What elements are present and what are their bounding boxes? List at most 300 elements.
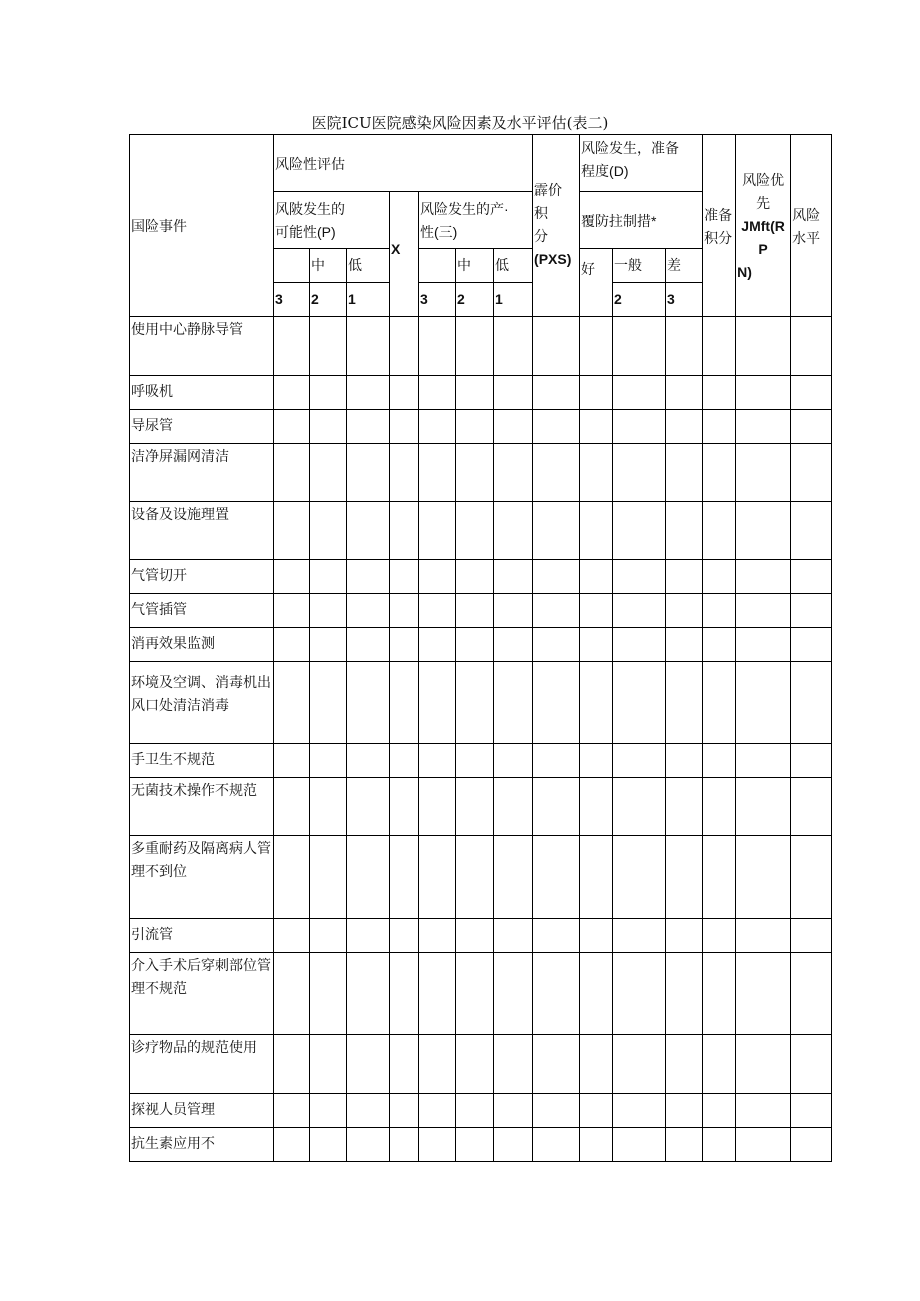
empty-cell bbox=[347, 628, 390, 662]
empty-cell bbox=[419, 778, 456, 836]
empty-cell bbox=[666, 502, 703, 560]
empty-cell bbox=[494, 376, 533, 410]
table-row bbox=[130, 444, 832, 502]
empty-cell bbox=[456, 628, 494, 662]
empty-cell bbox=[533, 317, 580, 376]
empty-cell bbox=[347, 594, 390, 628]
empty-cell bbox=[613, 410, 666, 444]
header-event: 国险事件 bbox=[130, 135, 274, 317]
empty-cell bbox=[456, 317, 494, 376]
empty-cell bbox=[274, 744, 310, 778]
header-risk-assessment: 风险性评估 bbox=[274, 135, 533, 192]
event-cell: 介入手术后穿刺部位管理不规范 bbox=[130, 953, 274, 1035]
empty-cell bbox=[613, 778, 666, 836]
empty-cell bbox=[347, 778, 390, 836]
empty-cell bbox=[456, 594, 494, 628]
header-probability: 风陂发生的 可能性(P) bbox=[274, 192, 390, 249]
empty-cell bbox=[419, 502, 456, 560]
empty-cell bbox=[456, 560, 494, 594]
table-row bbox=[130, 744, 832, 778]
empty-cell bbox=[791, 1094, 832, 1128]
empty-cell bbox=[703, 919, 736, 953]
empty-cell bbox=[580, 410, 613, 444]
empty-cell bbox=[791, 1128, 832, 1162]
prep-score-2: 2 bbox=[613, 283, 666, 317]
table-row bbox=[130, 317, 832, 376]
event-cell: 呼吸机 bbox=[130, 376, 274, 410]
empty-cell bbox=[456, 376, 494, 410]
empty-cell bbox=[666, 744, 703, 778]
empty-cell bbox=[736, 410, 791, 444]
empty-cell bbox=[274, 953, 310, 1035]
sev-level-low: 低 bbox=[494, 249, 533, 283]
empty-cell bbox=[666, 628, 703, 662]
empty-cell bbox=[580, 919, 613, 953]
empty-cell bbox=[419, 594, 456, 628]
empty-cell bbox=[736, 1128, 791, 1162]
empty-cell bbox=[456, 1094, 494, 1128]
empty-cell bbox=[347, 1094, 390, 1128]
empty-cell bbox=[703, 410, 736, 444]
empty-cell bbox=[580, 1035, 613, 1094]
empty-cell bbox=[666, 1035, 703, 1094]
empty-cell bbox=[666, 778, 703, 836]
empty-cell bbox=[580, 594, 613, 628]
empty-cell bbox=[310, 1094, 347, 1128]
empty-cell bbox=[347, 317, 390, 376]
sev-score-1: 1 bbox=[494, 283, 533, 317]
table-row bbox=[130, 1035, 832, 1094]
empty-cell bbox=[494, 502, 533, 560]
empty-cell bbox=[791, 778, 832, 836]
empty-cell bbox=[419, 1128, 456, 1162]
empty-cell bbox=[390, 1035, 419, 1094]
empty-cell bbox=[736, 594, 791, 628]
table-row bbox=[130, 953, 832, 1035]
event-cell: 消再效果监测 bbox=[130, 628, 274, 662]
empty-cell bbox=[666, 836, 703, 919]
empty-cell bbox=[791, 594, 832, 628]
empty-cell bbox=[736, 317, 791, 376]
empty-cell bbox=[419, 1094, 456, 1128]
empty-cell bbox=[494, 560, 533, 594]
empty-cell bbox=[274, 778, 310, 836]
sev-level-mid: 中 bbox=[456, 249, 494, 283]
empty-cell bbox=[791, 376, 832, 410]
empty-cell bbox=[613, 662, 666, 744]
event-cell: 无菌技术操作不规范 bbox=[130, 778, 274, 836]
empty-cell bbox=[736, 778, 791, 836]
prob-level-mid: 中 bbox=[310, 249, 347, 283]
header-prep-degree: 风险发生，准备 程度(D) bbox=[580, 135, 703, 192]
empty-cell bbox=[390, 594, 419, 628]
empty-cell bbox=[666, 410, 703, 444]
empty-cell bbox=[736, 744, 791, 778]
empty-cell bbox=[580, 560, 613, 594]
empty-cell bbox=[347, 953, 390, 1035]
empty-cell bbox=[533, 502, 580, 560]
empty-cell bbox=[533, 628, 580, 662]
prob-level-high bbox=[274, 249, 310, 283]
empty-cell bbox=[533, 594, 580, 628]
empty-cell bbox=[580, 953, 613, 1035]
empty-cell bbox=[494, 1094, 533, 1128]
empty-cell bbox=[390, 1094, 419, 1128]
empty-cell bbox=[736, 502, 791, 560]
empty-cell bbox=[703, 628, 736, 662]
empty-cell bbox=[347, 1128, 390, 1162]
empty-cell bbox=[533, 1128, 580, 1162]
empty-cell bbox=[274, 502, 310, 560]
event-cell: 手卫生不规范 bbox=[130, 744, 274, 778]
empty-cell bbox=[419, 317, 456, 376]
empty-cell bbox=[494, 778, 533, 836]
empty-cell bbox=[613, 836, 666, 919]
empty-cell bbox=[736, 919, 791, 953]
empty-cell bbox=[419, 376, 456, 410]
event-cell: 抗生素应用不 bbox=[130, 1128, 274, 1162]
empty-cell bbox=[494, 444, 533, 502]
table-row bbox=[130, 1094, 832, 1128]
empty-cell bbox=[666, 1128, 703, 1162]
empty-cell bbox=[310, 410, 347, 444]
empty-cell bbox=[791, 560, 832, 594]
empty-cell bbox=[274, 317, 310, 376]
empty-cell bbox=[347, 560, 390, 594]
table-row bbox=[130, 628, 832, 662]
table-row bbox=[130, 560, 832, 594]
empty-cell bbox=[580, 628, 613, 662]
empty-cell bbox=[274, 919, 310, 953]
empty-cell bbox=[736, 560, 791, 594]
table-row bbox=[130, 594, 832, 628]
empty-cell bbox=[390, 662, 419, 744]
empty-cell bbox=[494, 953, 533, 1035]
empty-cell bbox=[494, 836, 533, 919]
empty-cell bbox=[494, 744, 533, 778]
empty-cell bbox=[390, 778, 419, 836]
empty-cell bbox=[274, 410, 310, 444]
table-row bbox=[130, 376, 832, 410]
empty-cell bbox=[580, 662, 613, 744]
prep-level-good: 好 bbox=[580, 249, 613, 317]
empty-cell bbox=[613, 919, 666, 953]
empty-cell bbox=[736, 836, 791, 919]
event-cell: 多重耐药及隔离病人管理不到位 bbox=[130, 836, 274, 919]
empty-cell bbox=[580, 1094, 613, 1128]
event-cell: 气管插管 bbox=[130, 594, 274, 628]
empty-cell bbox=[613, 953, 666, 1035]
empty-cell bbox=[274, 1035, 310, 1094]
empty-cell bbox=[666, 662, 703, 744]
event-cell: 导尿管 bbox=[130, 410, 274, 444]
empty-cell bbox=[580, 444, 613, 502]
empty-cell bbox=[310, 1128, 347, 1162]
header-times: X bbox=[390, 192, 419, 317]
table-row bbox=[130, 836, 832, 919]
event-cell: 探视人员管理 bbox=[130, 1094, 274, 1128]
prep-level-normal: 一般 bbox=[613, 249, 666, 283]
table-row bbox=[130, 778, 832, 836]
header-score: 霹价 积 分 (PXS) bbox=[533, 135, 580, 317]
empty-cell bbox=[703, 953, 736, 1035]
empty-cell bbox=[347, 410, 390, 444]
empty-cell bbox=[274, 376, 310, 410]
empty-cell bbox=[666, 919, 703, 953]
header-priority: 风险优 先 JMft(R P N) bbox=[736, 135, 791, 317]
empty-cell bbox=[274, 628, 310, 662]
sev-level-high bbox=[419, 249, 456, 283]
empty-cell bbox=[419, 444, 456, 502]
empty-cell bbox=[310, 662, 347, 744]
empty-cell bbox=[390, 836, 419, 919]
empty-cell bbox=[456, 744, 494, 778]
empty-cell bbox=[791, 662, 832, 744]
empty-cell bbox=[310, 836, 347, 919]
event-cell: 设备及设施理置 bbox=[130, 502, 274, 560]
empty-cell bbox=[533, 410, 580, 444]
empty-cell bbox=[347, 919, 390, 953]
table-row bbox=[130, 1128, 832, 1162]
empty-cell bbox=[419, 628, 456, 662]
empty-cell bbox=[791, 919, 832, 953]
empty-cell bbox=[533, 836, 580, 919]
empty-cell bbox=[791, 836, 832, 919]
empty-cell bbox=[456, 1128, 494, 1162]
empty-cell bbox=[791, 410, 832, 444]
empty-cell bbox=[347, 1035, 390, 1094]
event-cell: 引流管 bbox=[130, 919, 274, 953]
empty-cell bbox=[274, 560, 310, 594]
empty-cell bbox=[791, 317, 832, 376]
empty-cell bbox=[274, 662, 310, 744]
empty-cell bbox=[736, 1035, 791, 1094]
empty-cell bbox=[736, 444, 791, 502]
empty-cell bbox=[703, 317, 736, 376]
empty-cell bbox=[736, 662, 791, 744]
empty-cell bbox=[533, 919, 580, 953]
empty-cell bbox=[310, 953, 347, 1035]
header-severity: 风险发生的产· 性(三) bbox=[419, 192, 533, 249]
empty-cell bbox=[580, 836, 613, 919]
empty-cell bbox=[533, 1035, 580, 1094]
empty-cell bbox=[533, 376, 580, 410]
event-cell: 洁净屏漏网清洁 bbox=[130, 444, 274, 502]
empty-cell bbox=[613, 744, 666, 778]
empty-cell bbox=[456, 410, 494, 444]
sev-score-2: 2 bbox=[456, 283, 494, 317]
empty-cell bbox=[390, 1128, 419, 1162]
empty-cell bbox=[580, 744, 613, 778]
empty-cell bbox=[703, 662, 736, 744]
prep-score-3: 3 bbox=[666, 283, 703, 317]
empty-cell bbox=[736, 1094, 791, 1128]
empty-cell bbox=[390, 560, 419, 594]
empty-cell bbox=[419, 560, 456, 594]
empty-cell bbox=[613, 1035, 666, 1094]
prob-score-3: 3 bbox=[274, 283, 310, 317]
empty-cell bbox=[580, 1128, 613, 1162]
empty-cell bbox=[533, 744, 580, 778]
empty-cell bbox=[791, 502, 832, 560]
empty-cell bbox=[703, 1094, 736, 1128]
empty-cell bbox=[456, 836, 494, 919]
empty-cell bbox=[310, 919, 347, 953]
empty-cell bbox=[347, 502, 390, 560]
empty-cell bbox=[274, 444, 310, 502]
empty-cell bbox=[736, 953, 791, 1035]
empty-cell bbox=[456, 444, 494, 502]
empty-cell bbox=[666, 953, 703, 1035]
empty-cell bbox=[736, 376, 791, 410]
empty-cell bbox=[533, 1094, 580, 1128]
empty-cell bbox=[347, 662, 390, 744]
table-row bbox=[130, 662, 832, 744]
empty-cell bbox=[703, 560, 736, 594]
header-risk-level: 风险 水平 bbox=[791, 135, 832, 317]
empty-cell bbox=[390, 410, 419, 444]
event-cell: 气管切开 bbox=[130, 560, 274, 594]
empty-cell bbox=[419, 919, 456, 953]
empty-cell bbox=[580, 502, 613, 560]
empty-cell bbox=[580, 376, 613, 410]
empty-cell bbox=[274, 594, 310, 628]
empty-cell bbox=[274, 836, 310, 919]
empty-cell bbox=[419, 1035, 456, 1094]
empty-cell bbox=[310, 1035, 347, 1094]
empty-cell bbox=[791, 1035, 832, 1094]
empty-cell bbox=[419, 744, 456, 778]
empty-cell bbox=[419, 953, 456, 1035]
empty-cell bbox=[666, 1094, 703, 1128]
header-prevention: 覆防拄制措* bbox=[580, 192, 703, 249]
empty-cell bbox=[494, 410, 533, 444]
empty-cell bbox=[274, 1128, 310, 1162]
empty-cell bbox=[494, 317, 533, 376]
empty-cell bbox=[456, 662, 494, 744]
empty-cell bbox=[390, 317, 419, 376]
empty-cell bbox=[703, 502, 736, 560]
empty-cell bbox=[791, 628, 832, 662]
empty-cell bbox=[347, 444, 390, 502]
empty-cell bbox=[613, 594, 666, 628]
empty-cell bbox=[390, 919, 419, 953]
header-prep-score: 准备 积分 bbox=[703, 135, 736, 317]
empty-cell bbox=[494, 594, 533, 628]
empty-cell bbox=[494, 1035, 533, 1094]
empty-cell bbox=[456, 778, 494, 836]
empty-cell bbox=[613, 628, 666, 662]
empty-cell bbox=[390, 953, 419, 1035]
table-row bbox=[130, 410, 832, 444]
empty-cell bbox=[703, 836, 736, 919]
empty-cell bbox=[494, 919, 533, 953]
empty-cell bbox=[613, 317, 666, 376]
empty-cell bbox=[310, 444, 347, 502]
empty-cell bbox=[390, 444, 419, 502]
empty-cell bbox=[703, 778, 736, 836]
empty-cell bbox=[494, 662, 533, 744]
empty-cell bbox=[419, 410, 456, 444]
empty-cell bbox=[791, 953, 832, 1035]
risk-assessment-table bbox=[129, 134, 832, 1162]
empty-cell bbox=[580, 317, 613, 376]
empty-cell bbox=[419, 662, 456, 744]
event-cell: 诊疗物品的规范使用 bbox=[130, 1035, 274, 1094]
empty-cell bbox=[494, 628, 533, 662]
empty-cell bbox=[310, 744, 347, 778]
empty-cell bbox=[310, 628, 347, 662]
empty-cell bbox=[703, 594, 736, 628]
prob-level-low: 低 bbox=[347, 249, 390, 283]
page-title: 医院ICU医院感染风险因素及水平评估(表二) bbox=[311, 114, 609, 132]
empty-cell bbox=[613, 560, 666, 594]
empty-cell bbox=[666, 376, 703, 410]
empty-cell bbox=[666, 317, 703, 376]
empty-cell bbox=[791, 444, 832, 502]
empty-cell bbox=[310, 560, 347, 594]
empty-cell bbox=[533, 662, 580, 744]
prob-score-1: 1 bbox=[347, 283, 390, 317]
empty-cell bbox=[613, 376, 666, 410]
empty-cell bbox=[533, 778, 580, 836]
prob-score-2: 2 bbox=[310, 283, 347, 317]
empty-cell bbox=[666, 594, 703, 628]
empty-cell bbox=[347, 836, 390, 919]
empty-cell bbox=[703, 376, 736, 410]
empty-cell bbox=[347, 376, 390, 410]
empty-cell bbox=[390, 502, 419, 560]
empty-cell bbox=[494, 1128, 533, 1162]
prep-level-poor: 差 bbox=[666, 249, 703, 283]
empty-cell bbox=[390, 744, 419, 778]
empty-cell bbox=[613, 502, 666, 560]
empty-cell bbox=[703, 444, 736, 502]
empty-cell bbox=[703, 744, 736, 778]
empty-cell bbox=[703, 1035, 736, 1094]
empty-cell bbox=[347, 744, 390, 778]
sev-score-3: 3 bbox=[419, 283, 456, 317]
empty-cell bbox=[274, 1094, 310, 1128]
empty-cell bbox=[613, 444, 666, 502]
empty-cell bbox=[310, 376, 347, 410]
empty-cell bbox=[390, 376, 419, 410]
empty-cell bbox=[580, 778, 613, 836]
empty-cell bbox=[390, 628, 419, 662]
empty-cell bbox=[456, 1035, 494, 1094]
event-cell: 使用中心静脉导管 bbox=[130, 317, 274, 376]
empty-cell bbox=[456, 919, 494, 953]
empty-cell bbox=[666, 560, 703, 594]
table-row bbox=[130, 919, 832, 953]
empty-cell bbox=[310, 594, 347, 628]
empty-cell bbox=[419, 836, 456, 919]
empty-cell bbox=[310, 317, 347, 376]
event-cell: 环境及空调、消毒机出风口处清洁消毒 bbox=[130, 662, 274, 744]
table-row bbox=[130, 502, 832, 560]
empty-cell bbox=[533, 560, 580, 594]
empty-cell bbox=[703, 1128, 736, 1162]
empty-cell bbox=[310, 778, 347, 836]
empty-cell bbox=[613, 1128, 666, 1162]
empty-cell bbox=[456, 953, 494, 1035]
empty-cell bbox=[613, 1094, 666, 1128]
empty-cell bbox=[666, 444, 703, 502]
empty-cell bbox=[736, 628, 791, 662]
empty-cell bbox=[533, 953, 580, 1035]
empty-cell bbox=[310, 502, 347, 560]
empty-cell bbox=[456, 502, 494, 560]
